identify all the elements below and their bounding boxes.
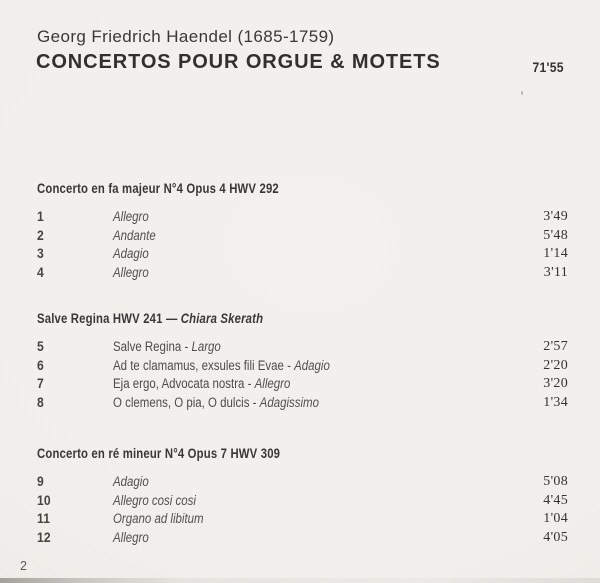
track-row	[37, 492, 570, 511]
track-title: Salve Regina - Largo	[113, 339, 221, 354]
track-title: Ad te clamamus, exsules fili Evae - Adagio	[113, 357, 330, 373]
total-duration: 71'55	[532, 60, 564, 75]
track-title: Allegro cosi cosi	[113, 492, 196, 508]
track-duration: 5'08	[543, 474, 568, 489]
section-concerto-re-mineur	[37, 445, 570, 547]
track-title: Allegro	[113, 529, 149, 545]
track-number: 1	[37, 209, 44, 224]
track-number: 7	[37, 376, 44, 392]
track-row	[37, 264, 570, 283]
track-number: 9	[37, 474, 44, 489]
track-number: 11	[37, 511, 51, 527]
track-number: 3	[37, 246, 44, 262]
track-row	[37, 227, 570, 246]
track-duration: 5'48	[543, 227, 568, 243]
track-list	[37, 473, 570, 547]
track-row	[37, 473, 570, 492]
track-duration: 4'05	[543, 529, 568, 545]
track-row	[37, 510, 570, 529]
track-row	[37, 208, 570, 227]
track-number: 12	[37, 529, 51, 545]
work-title: Concerto en ré mineur N°4 Opus 7 HWV 309	[37, 446, 281, 461]
dash-separator: —	[162, 311, 181, 326]
track-number: 2	[37, 227, 44, 243]
track-title: Andante	[113, 227, 156, 243]
composer-line: Georg Friedrich Haendel (1685-1759)	[37, 27, 335, 46]
scan-speck	[521, 91, 523, 95]
track-duration: 4'45	[543, 492, 568, 508]
track-title: Allegro	[113, 209, 149, 224]
track-number: 8	[37, 394, 44, 410]
section-title	[37, 445, 570, 463]
work-title: Concerto en fa majeur N°4 Opus 4 HWV 292	[37, 181, 279, 196]
track-title: Adagio	[113, 474, 149, 489]
section-title	[37, 310, 570, 328]
track-title: Allegro	[113, 264, 149, 280]
section-concerto-fa-majeur	[37, 180, 570, 282]
track-row	[37, 394, 570, 413]
track-row	[37, 375, 570, 394]
track-title: Eja ergo, Advocata nostra - Allegro	[113, 376, 291, 392]
track-list	[37, 208, 570, 282]
page-number: 2	[20, 559, 27, 573]
track-title: Adagio	[113, 246, 149, 262]
track-number: 10	[37, 492, 51, 508]
track-row	[37, 529, 570, 548]
section-salve-regina	[37, 310, 570, 412]
track-duration: 1'34	[543, 394, 568, 410]
track-number: 4	[37, 264, 44, 280]
album-title: CONCERTOS POUR ORGUE & MOTETS	[36, 51, 441, 73]
track-title: O clemens, O pia, O dulcis - Adagissimo	[113, 394, 319, 410]
track-duration: 3'49	[543, 209, 568, 224]
scan-shadow-bottom	[0, 578, 600, 583]
track-list	[37, 338, 570, 412]
track-title: Organo ad libitum	[113, 511, 204, 527]
track-duration: 1'04	[543, 511, 568, 527]
artist-name: Chiara Skerath	[180, 311, 264, 326]
track-duration: 2'20	[543, 357, 568, 373]
track-number: 6	[37, 357, 44, 373]
track-row	[37, 245, 570, 264]
track-row	[37, 338, 570, 357]
track-duration: 2'57	[543, 339, 568, 354]
track-row	[37, 357, 570, 376]
work-title: Salve Regina HWV 241	[37, 311, 163, 326]
track-duration: 3'11	[543, 264, 568, 280]
track-duration: 1'14	[543, 246, 568, 262]
track-number: 5	[37, 339, 44, 354]
section-title	[37, 180, 570, 198]
track-duration: 3'20	[543, 376, 568, 392]
